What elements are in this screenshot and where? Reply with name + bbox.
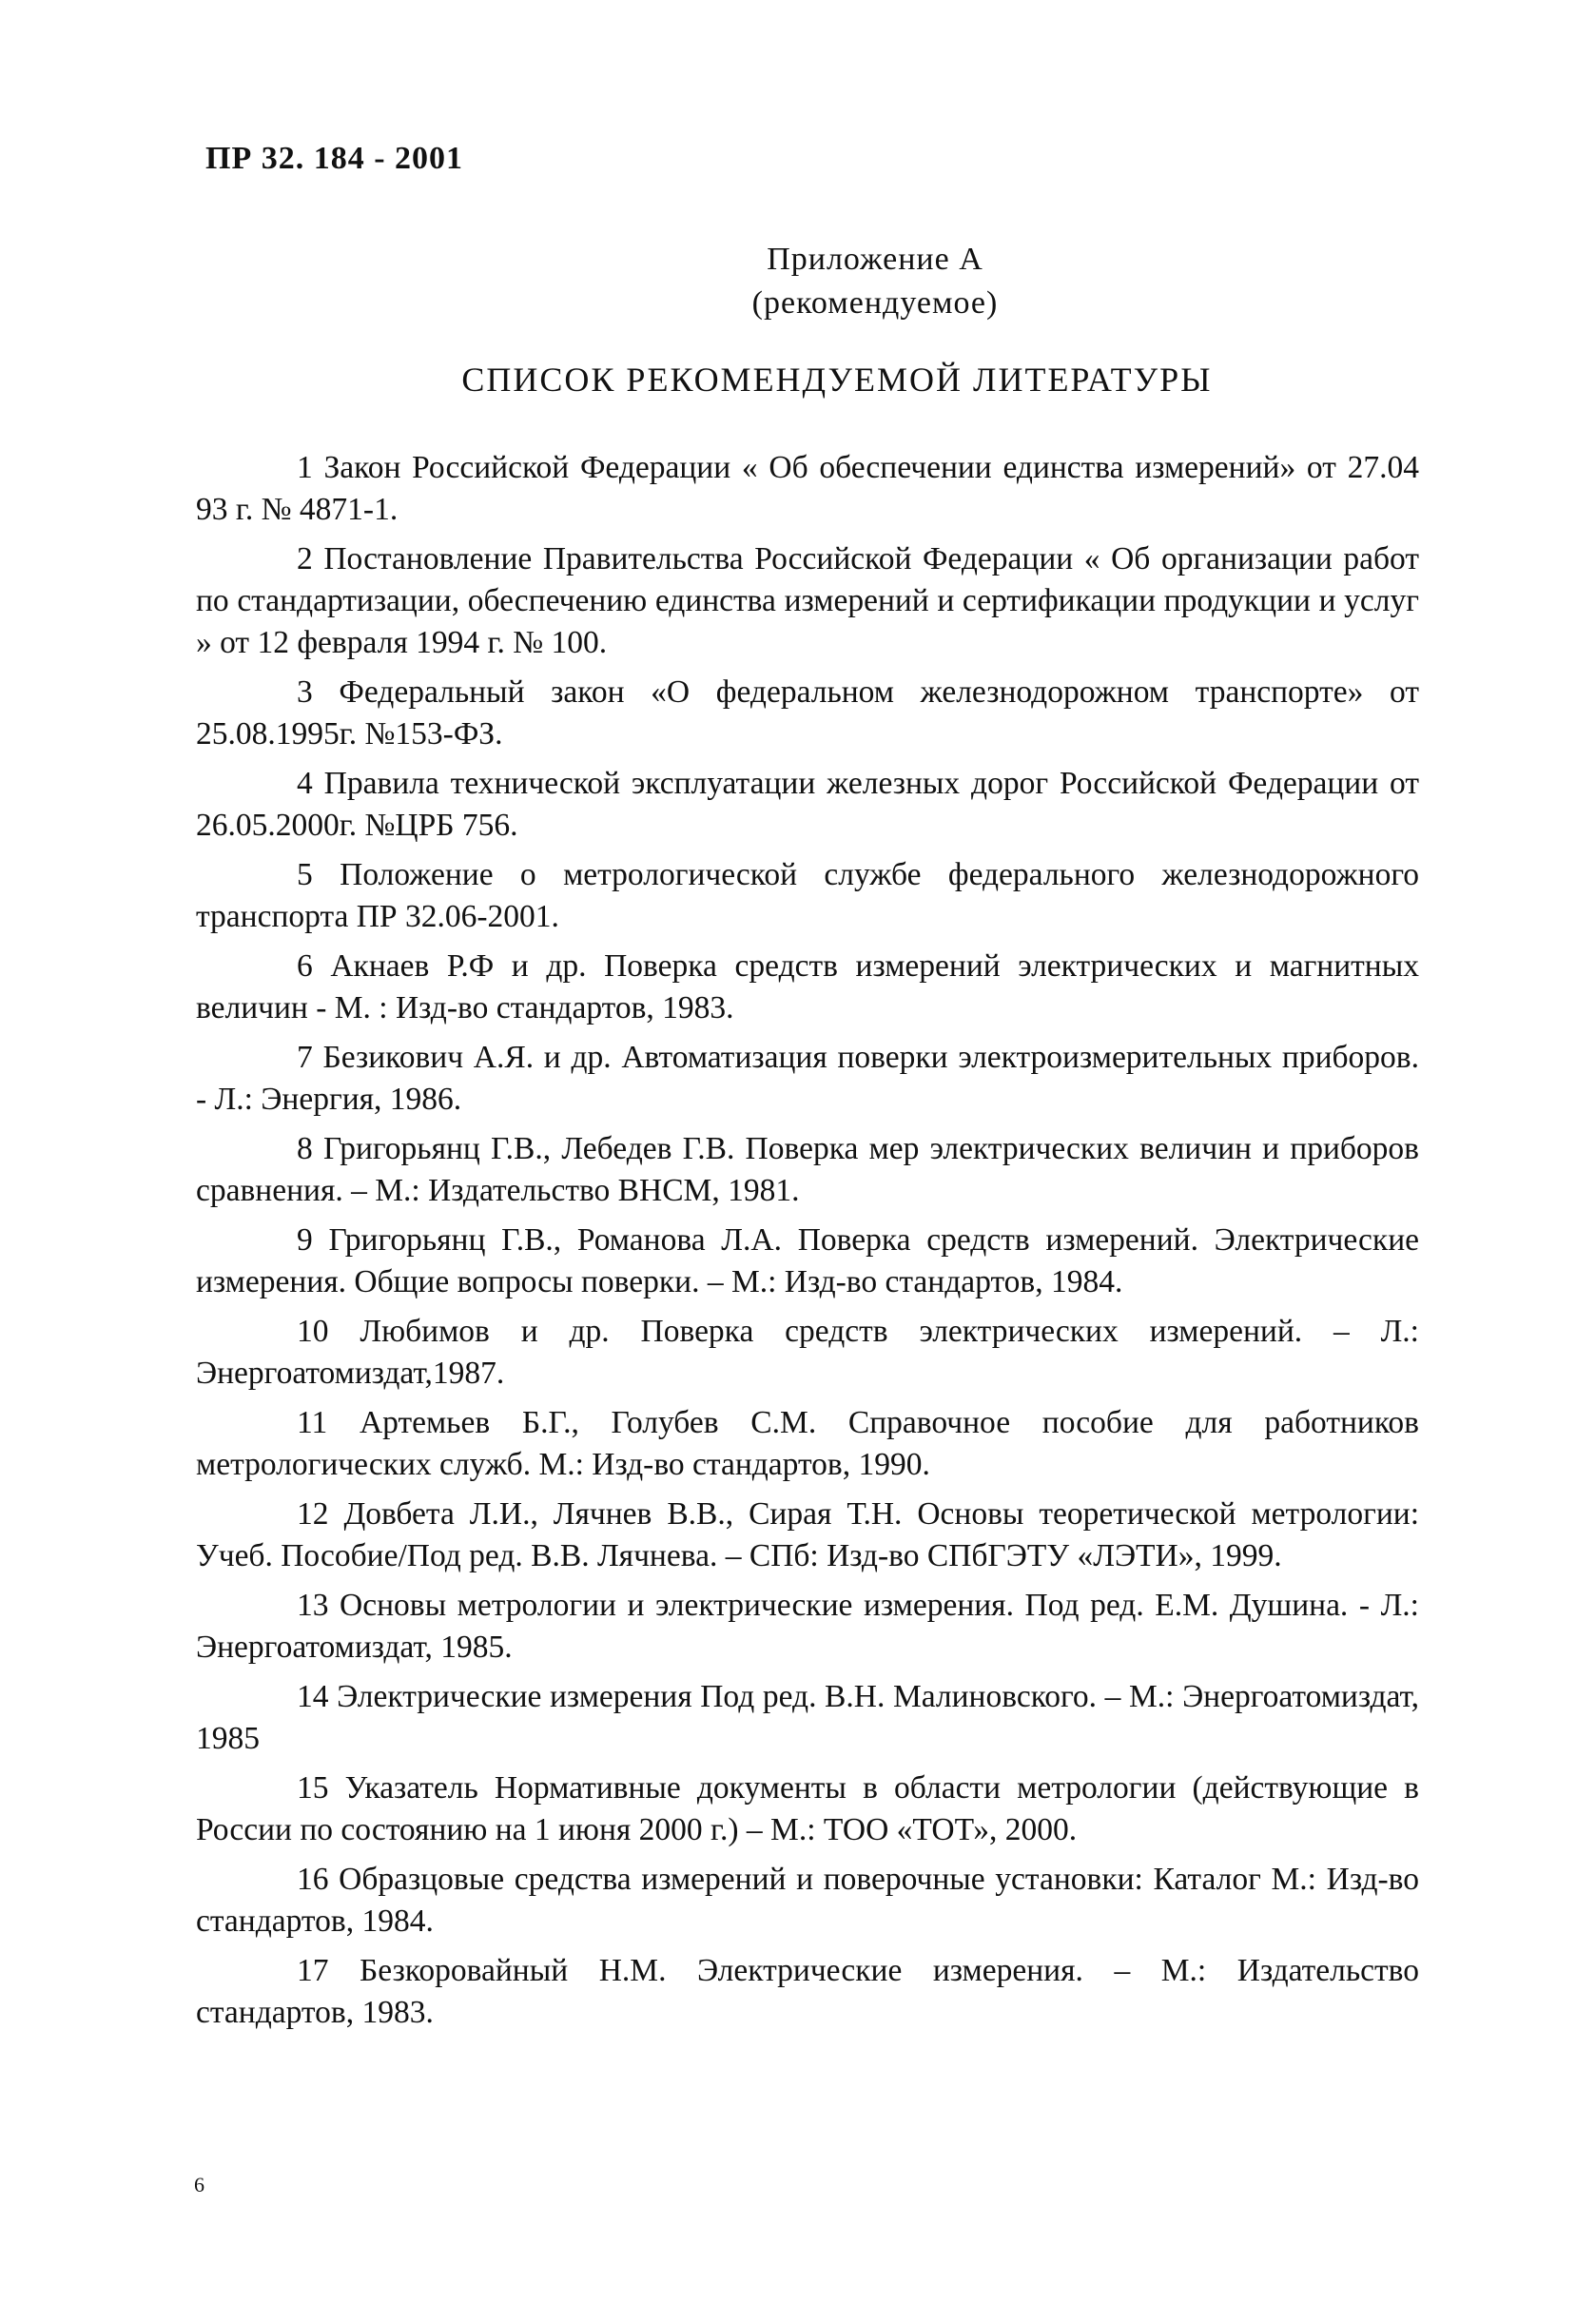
reference-list [196,447,1419,2041]
reference-item: 9 Григорьянц Г.В., Романова Л.А. Поверка средств измерений. Электрические измерения. Общие вопросы поверки. – М.: Изд-во стандартов, 1984. [196,1222,1419,1299]
reference-item: 8 Григорьянц Г.В., Лебедев Г.В. Поверка мер электрических величин и приборов сравнения. – М.: Издательство ВНСМ, 1981. [196,1131,1419,1208]
page-number: 6 [194,2173,204,2197]
reference-item: 3 Федеральный закон «О федеральном железнодорожном транспорте» от 25.08.1995г. №153-ФЗ. [196,674,1419,752]
reference-item: 2 Постановление Правительства Российской Федерации « Об организации работ по стандартизации, обеспечению единства измерений и сертификации продукции и услуг » от 12 февраля 1994 г. № 100. [196,541,1419,660]
reference-item: 5 Положение о метрологической службе федерального железнодорожного транспорта ПР 32.06-2001. [196,857,1419,934]
reference-item: 14 Электрические измерения Под ред. В.Н. Малиновского. – М.: Энергоатомиздат, 1985 [196,1679,1419,1756]
reference-item: 12 Довбета Л.И., Лячнев В.В., Сирая Т.Н. Основы теоретической метрологии: Учеб. Пособие/Под ред. В.В. Лячнева. – СПб: Изд-во СПбГЭТУ «ЛЭТИ», 1999. [196,1496,1419,1573]
reference-item: 15 Указатель Нормативные документы в области метрологии (действующие в России по состоянию на 1 июня 2000 г.) – М.: ТОО «ТОТ», 2000. [196,1770,1419,1847]
reference-item: 13 Основы метрологии и электрические измерения. Под ред. Е.М. Душина. - Л.: Энергоатомиздат, 1985. [196,1588,1419,1665]
bibliography-title: СПИСОК РЕКОМЕНДУЕМОЙ ЛИТЕРАТУРЫ [461,361,1213,399]
reference-item: 1 Закон Российской Федерации « Об обеспечении единства измерений» от 27.04 93 г. № 4871-1. [196,450,1419,527]
reference-item: 4 Правила технической эксплуатации железных дорог Российской Федерации от 26.05.2000г. №ЦРБ 756. [196,766,1419,843]
appendix-label: Приложение А [767,242,983,277]
document-code: ПР 32. 184 - 2001 [205,141,464,176]
reference-item: 11 Артемьев Б.Г., Голубев С.М. Справочное пособие для работников метрологических служб. М.: Изд-во стандартов, 1990. [196,1405,1419,1482]
reference-item: 17 Безкоровайный Н.М. Электрические измерения. – М.: Издательство стандартов, 1983. [196,1953,1419,2030]
appendix-heading [609,238,1141,325]
appendix-note: (рекомендуемое) [751,285,999,321]
reference-item: 16 Образцовые средства измерений и поверочные установки: Каталог М.: Изд-во стандартов, 1984. [196,1862,1419,1939]
reference-item: 6 Акнаев Р.Ф и др. Поверка средств измерений электрических и магнитных величин - М. : Изд-во стандартов, 1983. [196,948,1419,1025]
reference-item: 10 Любимов и др. Поверка средств электрических измерений. – Л.: Энергоатомиздат,1987. [196,1314,1419,1391]
reference-item: 7 Безикович А.Я. и др. Автоматизация поверки электроизмерительных приборов. - Л.: Энергия, 1986. [196,1040,1419,1117]
